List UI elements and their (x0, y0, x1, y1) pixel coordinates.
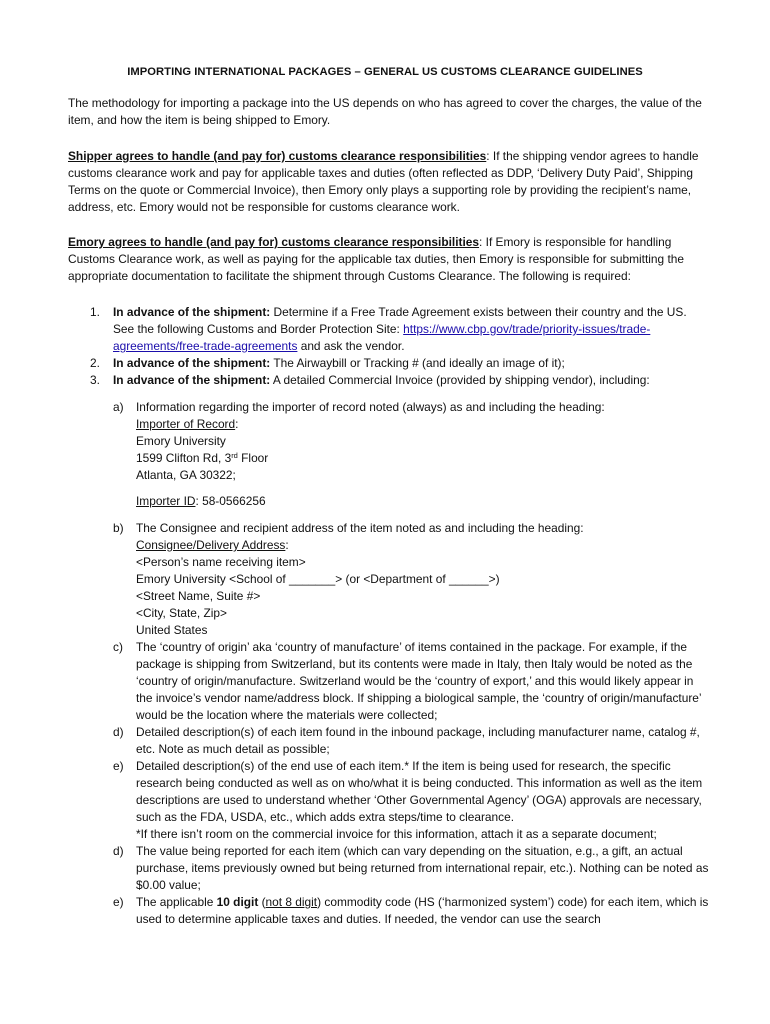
intro-paragraph: The methodology for importing a package into the US depends on who has agreed to cover the charges, the value of the item, and how the item is being shipped to Emory. (68, 96, 702, 127)
sub-item-letter: a) (113, 400, 124, 414)
shipper-text: : If the shipping vendor agrees to handle customs clearance work and pay for applicable taxes and duties (often reflected as DDP, ‘Delivery Duty Paid’, Shipping Terms on the quote or Commercial Invoice), then Emory only plays a supporting role by providing the recipient’s name, address, etc. Emory would not be responsible for customs clearance work. (68, 149, 699, 214)
steps-list (68, 304, 708, 389)
sub-item-text: The Consignee and recipient address of the item noted as and including the heading: (136, 521, 584, 535)
emory-heading: Emory agrees to handle (and pay for) customs clearance responsibilities (68, 235, 480, 249)
importer-id-value: : 58-0566256 (195, 494, 266, 508)
sub-item-letter: d) (113, 725, 124, 739)
sub-item-note: *If there isn’t room on the commercial invoice for this information, attach it as a separate document; (136, 827, 657, 841)
step-bold: In advance of the shipment: (113, 373, 271, 387)
step-text: Determine if a Free Trade Agreement exists between their country and the US. See the following Customs and Border Protection Site: (113, 305, 687, 336)
sub-item-b (113, 520, 713, 639)
sub-item-d (113, 724, 713, 758)
step-bold: In advance of the shipment: (113, 356, 271, 370)
step-bold: In advance of the shipment: (113, 305, 271, 319)
address-line: 1599 Clifton Rd, 3rd Floor (136, 451, 269, 465)
consignee-line: <Street Name, Suite #> (136, 589, 261, 603)
sub-item-text: The ‘country of origin’ aka ‘country of manufacture’ of items contained in the package. For example, if the package is shipping from Switzerland, but its contents were made in Italy, then Italy would be noted as the ‘country of origin/manufacture. Switzerland would be the ‘country of export,’ and this would likely appear in the invoice’s vendor name/address block. If shipping a biological sample, the ‘country of origin/manufacture’ would be the location where the materials were collected; (136, 640, 702, 722)
emory-paragraph (68, 234, 708, 285)
consignee-line: United States (136, 623, 208, 637)
step-number: 2. (90, 356, 100, 370)
importer-id-line (136, 493, 713, 510)
sub-item-c (113, 639, 713, 724)
consignee-line: Emory University <School of _______> (or <Department of ______>) (136, 572, 500, 586)
sub-item-text: The value being reported for each item (which can vary depending on the situation, e.g., a gift, an actual purchase, items previously owned but being returned from international repair, etc.). Nothing can be noted as $0.00 value; (136, 844, 709, 892)
importer-id-label: Importer ID (136, 494, 196, 508)
sub-item-e-commodity (113, 894, 713, 928)
step-number: 3. (90, 373, 100, 387)
sub-item-letter: c) (113, 640, 123, 654)
sub-item-d-value (113, 843, 713, 894)
sub-item-text: The applicable 10 digit (not 8 digit) commodity code (HS (‘harmonized system’) code) for each item, which is used to determine applicable taxes and duties. If needed, the vendor can use the search (136, 895, 709, 926)
sub-item-text: Information regarding the importer of record noted (always) as and including the heading: (136, 400, 605, 414)
sub-item-letter: e) (113, 895, 124, 909)
step-item-3 (68, 372, 708, 389)
ten-digit-emphasis: 10 digit (216, 895, 259, 909)
step-item-2 (68, 355, 708, 372)
sub-item-text: Detailed description(s) of each item found in the inbound package, including manufacturer name, catalog #, etc. Note as much detail as possible; (136, 725, 700, 756)
invoice-requirements-list (113, 399, 713, 928)
emory-text: : If Emory is responsible for handling Customs Clearance work, as well as paying for the applicable tax duties, then Emory is responsible for submitting the appropriate documentation to facilitate the shipment through Customs Clearance. The following is required: (68, 235, 684, 283)
shipper-paragraph (68, 148, 708, 216)
sub-item-letter: d) (113, 844, 124, 858)
step-after-text: and ask the vendor. (297, 339, 405, 353)
step-text: The Airwaybill or Tracking # (and ideally an image of it); (270, 356, 565, 370)
sub-item-letter: e) (113, 759, 124, 773)
consignee-line: <Person’s name receiving item> (136, 555, 306, 569)
sub-item-e (113, 758, 713, 843)
sub-item-text: Detailed description(s) of the end use of each item.* If the item is being used for research, the specific research being conducted as well as on who/what it is being conducted. This information as well as the item descriptions are used to understand whether ‘Other Governmental Agency’ (OGA) approvals are necessary, such as the FDA, USDA, etc., which adds extra steps/time to clearance. (136, 759, 703, 824)
not-8-digit-emphasis: not 8 digit (265, 895, 318, 909)
shipper-heading: Shipper agrees to handle (and pay for) customs clearance responsibilities (68, 149, 487, 163)
step-number: 1. (90, 305, 100, 319)
consignee-heading-line: Consignee/Delivery Address: (136, 538, 289, 552)
cbp-trade-agreements-link[interactable]: https://www.cbp.gov/trade/priority-issues/trade-agreements/free-trade-agreements (113, 322, 651, 353)
step-text: A detailed Commercial Invoice (provided by shipping vendor), including: (270, 373, 650, 387)
importer-heading-line: Importer of Record: (136, 417, 239, 431)
sub-item-letter: b) (113, 521, 124, 535)
consignee-line: <City, State, Zip> (136, 606, 227, 620)
consignee-heading: Consignee/Delivery Address (136, 538, 286, 552)
address-line: Atlanta, GA 30322; (136, 468, 236, 482)
document-title: IMPORTING INTERNATIONAL PACKAGES – GENERAL US CUSTOMS CLEARANCE GUIDELINES (127, 66, 643, 78)
step-item-1 (68, 304, 708, 355)
sub-item-a (113, 399, 713, 510)
address-line: Emory University (136, 434, 226, 448)
importer-heading: Importer of Record (136, 417, 236, 431)
